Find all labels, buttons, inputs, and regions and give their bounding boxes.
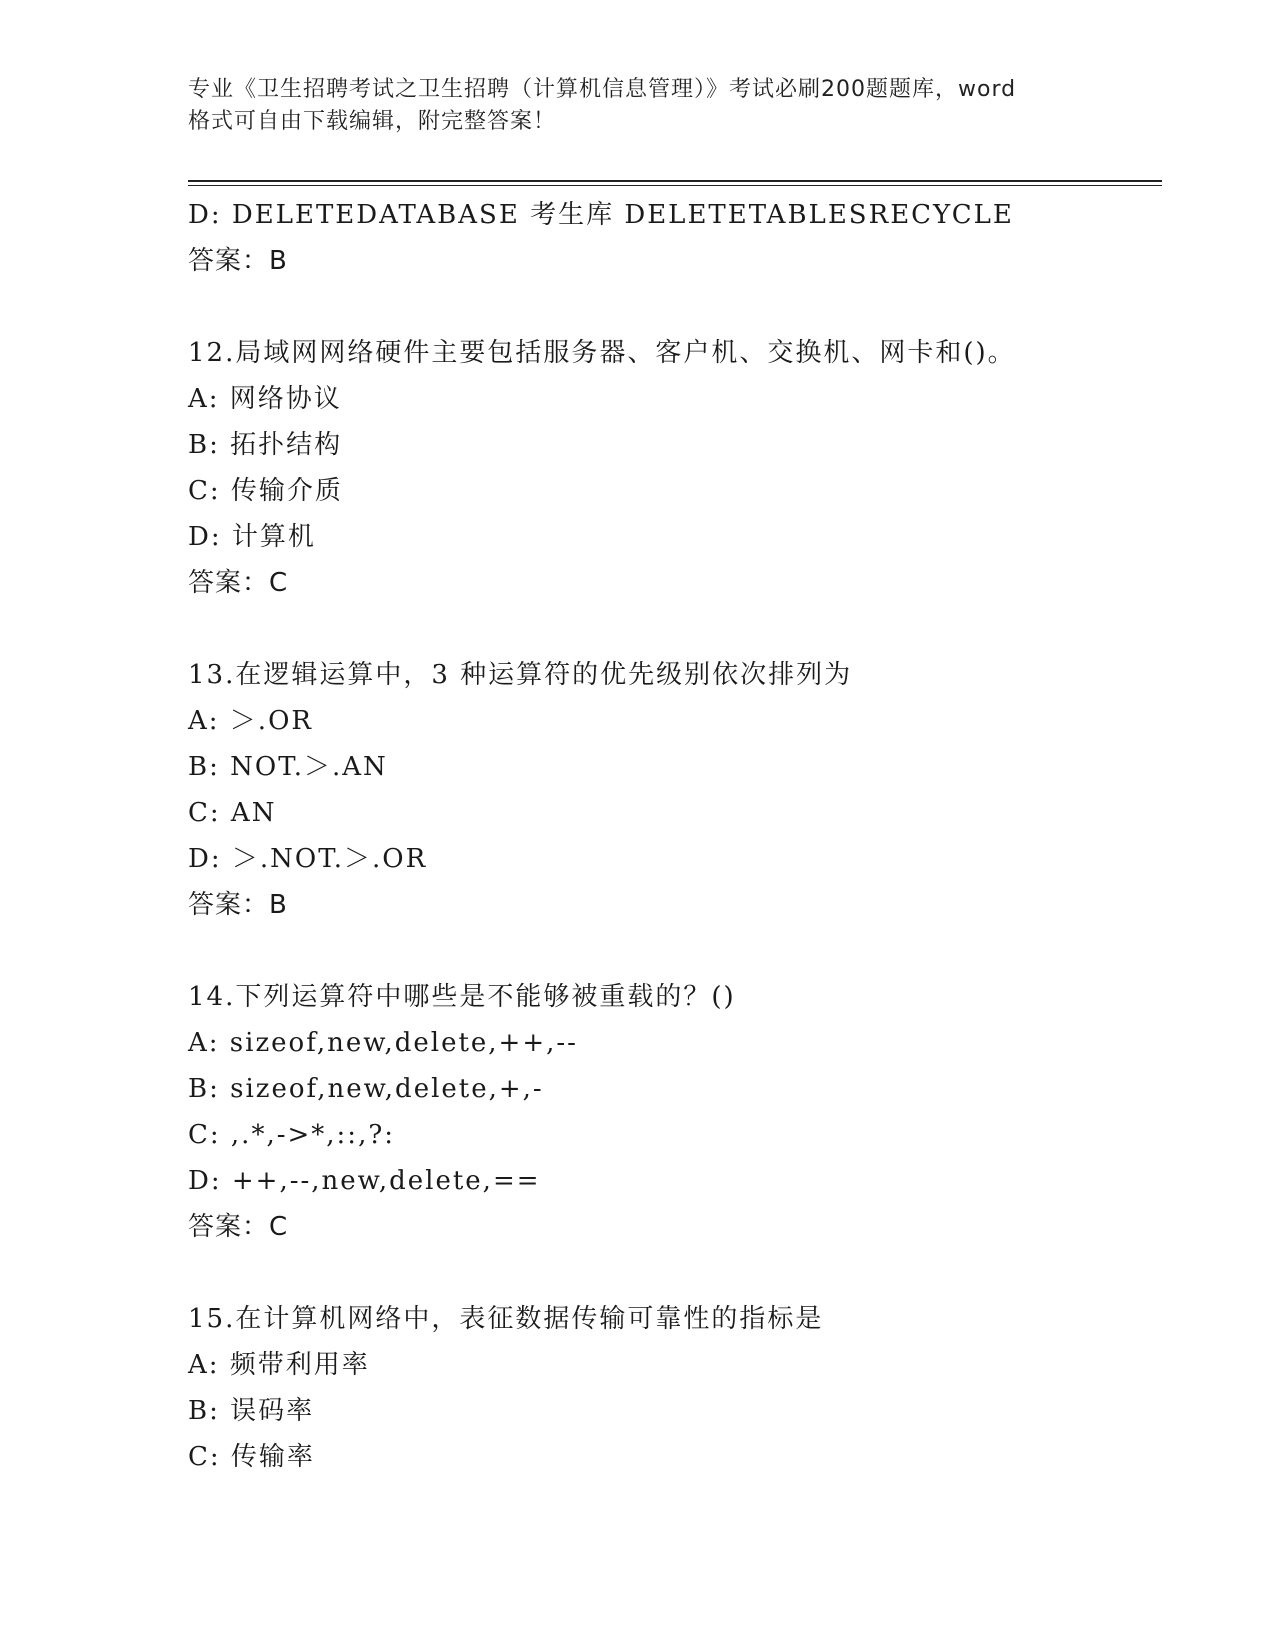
question-15 [188,1296,1148,1480]
option-a: A: ＞.OR [188,706,313,736]
option-a: A: sizeof,new,delete,++,-- [188,1028,578,1058]
question-stem: 13.在逻辑运算中，3 种运算符的优先级别依次排列为 [188,660,853,690]
option-d: D: 计算机 [188,522,316,552]
question-list [188,192,1148,1480]
option-d: D: DELETEDATABASE 考生库 DELETETABLESRECYCLE [188,200,1014,230]
answer-line: 答案：C [188,1212,289,1242]
header-divider-thin [188,185,1162,186]
option-d: D: ＞.NOT.＞.OR [188,844,428,874]
option-b: B: 误码率 [188,1396,315,1426]
question-13 [188,652,1148,928]
answer-line: 答案：B [188,890,288,920]
document-header [188,74,1088,138]
header-line-1: 专业《卫生招聘考试之卫生招聘（计算机信息管理）》考试必刷200题题库，word [188,77,1017,102]
header-line-2: 格式可自由下载编辑，附完整答案！ [188,109,557,134]
option-c: C: 传输介质 [188,476,343,506]
option-c: C: 传输率 [188,1442,315,1472]
question-stem: 14.下列运算符中哪些是不能够被重载的？() [188,982,736,1012]
spacer [188,606,1148,652]
question-14 [188,974,1148,1250]
header-divider-thick [188,180,1162,182]
question-stem: 12.局域网网络硬件主要包括服务器、客户机、交换机、网卡和()。 [188,338,1016,368]
spacer [188,1250,1148,1296]
option-b: B: sizeof,new,delete,+,- [188,1074,544,1104]
spacer [188,928,1148,974]
spacer [188,284,1148,330]
question-stem: 15.在计算机网络中，表征数据传输可靠性的指标是 [188,1304,824,1334]
option-a: A: 频带利用率 [188,1350,370,1380]
option-b: B: 拓扑结构 [188,430,343,460]
question-12 [188,330,1148,606]
option-d: D: ++,--,new,delete,== [188,1166,541,1196]
answer-line: 答案：C [188,568,289,598]
option-b: B: NOT.＞.AN [188,752,388,782]
option-c: C: ,.*,->*,::,?: [188,1120,396,1150]
question-11-partial [188,192,1148,284]
option-c: C: AN [188,798,277,828]
answer-line: 答案：B [188,246,288,276]
option-a: A: 网络协议 [188,384,342,414]
